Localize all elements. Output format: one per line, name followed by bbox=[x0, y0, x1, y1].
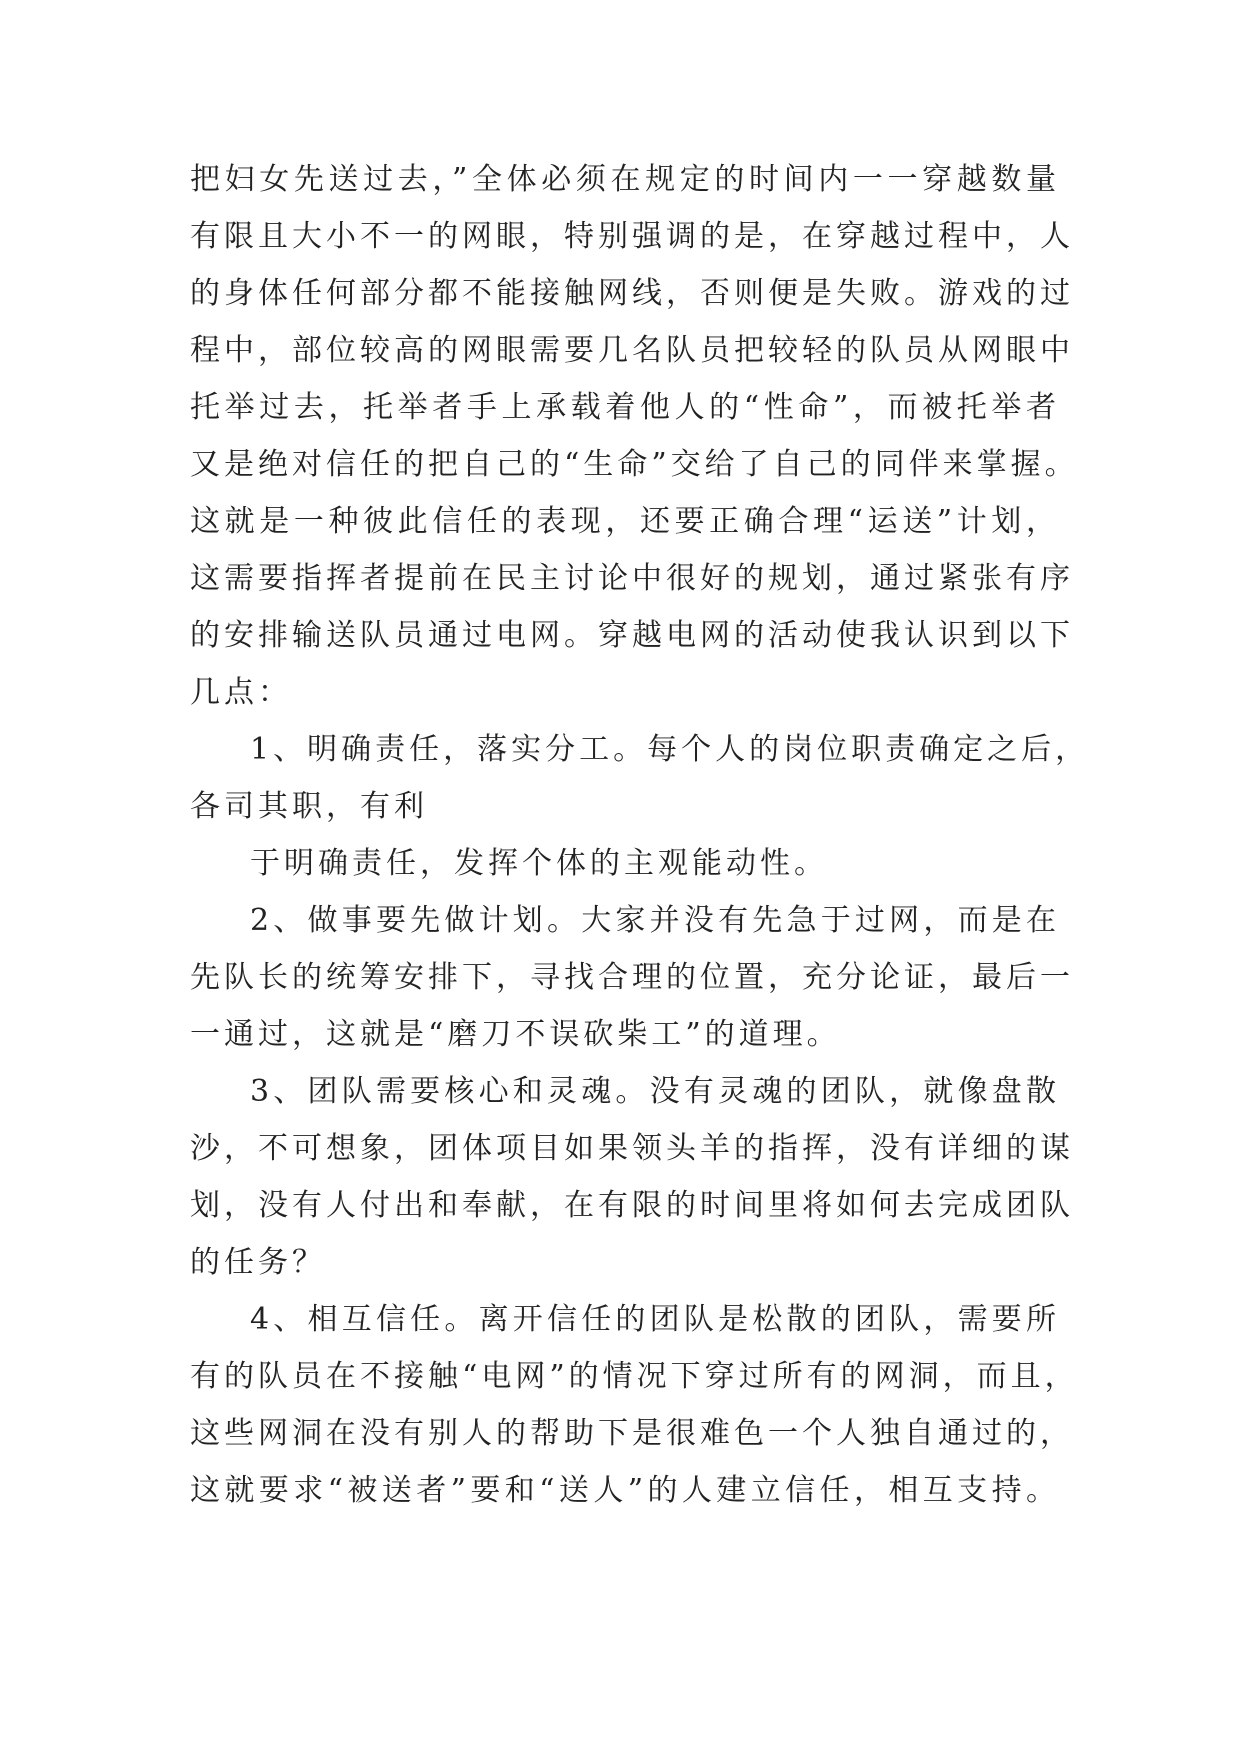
text-line: 这些网洞在没有别人的帮助下是很难色一个人独自通过的， bbox=[190, 1416, 1074, 1451]
text-line: 有的队员在不接触“电网”的情况下穿过所有的网洞，而且， bbox=[190, 1359, 1079, 1394]
text-line: 3、团队需要核心和灵魂。没有灵魂的团队，就像盘散 bbox=[250, 1074, 1060, 1109]
text-line: 这就是一种彼此信任的表现，还要正确合理“运送”计划， bbox=[190, 504, 1060, 539]
text-line: 2、做事要先做计划。大家并没有先急于过网，而是在 bbox=[250, 903, 1060, 938]
text-line: 的安排输送队员通过电网。穿越电网的活动使我认识到以下 bbox=[190, 618, 1074, 653]
text-line: 几点： bbox=[190, 675, 292, 710]
text-line: 于明确责任，发挥个体的主观能动性。 bbox=[250, 846, 828, 881]
text-line: 又是绝对信任的把自己的“生命”交给了自己的同伴来掌握。 bbox=[190, 447, 1079, 482]
text-line: 沙，不可想象，团体项目如果领头羊的指挥，没有详细的谋 bbox=[190, 1131, 1074, 1166]
text-line: 一通过，这就是“磨刀不误砍柴工”的道理。 bbox=[190, 1017, 841, 1052]
text-line: 把妇女先送过去，”全体必须在规定的时间内一一穿越数量 bbox=[190, 162, 1060, 197]
text-line: 各司其职，有利 bbox=[190, 789, 428, 824]
text-line: 划，没有人付出和奉献，在有限的时间里将如何去完成团队 bbox=[190, 1188, 1074, 1223]
text-line: 有限且大小不一的网眼，特别强调的是，在穿越过程中，人 bbox=[190, 219, 1074, 254]
text-line: 4、相互信任。离开信任的团队是松散的团队，需要所 bbox=[250, 1302, 1060, 1337]
text-line: 1、明确责任，落实分工。每个人的岗位职责确定之后， bbox=[250, 732, 1090, 767]
text-line: 的任务？ bbox=[190, 1245, 326, 1280]
text-line: 托举过去，托举者手上承载着他人的“性命”，而被托举者 bbox=[190, 390, 1060, 425]
text-line: 先队长的统筹安排下，寻找合理的位置，充分论证，最后一 bbox=[190, 960, 1074, 995]
text-line: 这需要指挥者提前在民主讨论中很好的规划，通过紧张有序 bbox=[190, 561, 1074, 596]
text-line: 程中，部位较高的网眼需要几名队员把较轻的队员从网眼中 bbox=[190, 333, 1074, 368]
text-line: 这就要求“被送者”要和“送人”的人建立信任，相互支持。 bbox=[190, 1473, 1060, 1508]
text-line: 的身体任何部分都不能接触网线，否则便是失败。游戏的过 bbox=[190, 276, 1074, 311]
